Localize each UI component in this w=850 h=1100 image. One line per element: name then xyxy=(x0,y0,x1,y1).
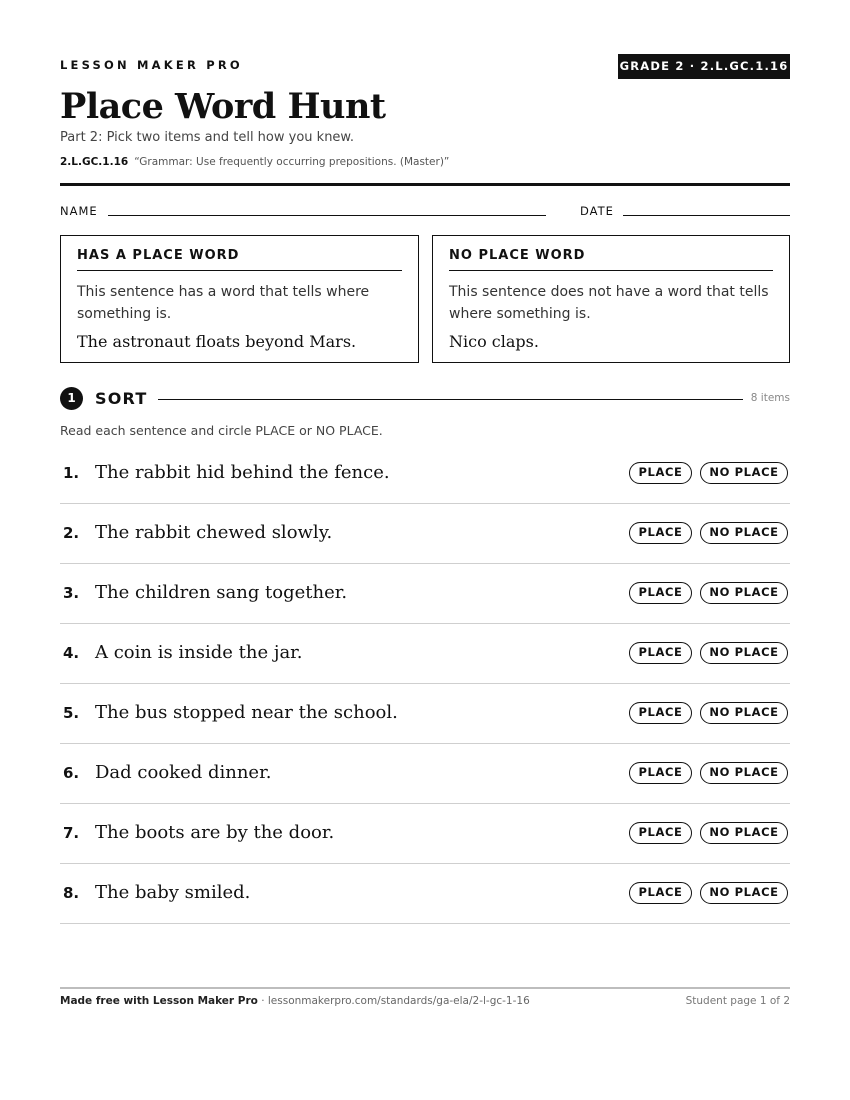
item-number: 8. xyxy=(63,884,80,902)
list-item xyxy=(60,684,790,744)
place-option[interactable]: PLACE xyxy=(629,762,692,784)
date-label: DATE xyxy=(580,204,614,218)
no-place-option[interactable]: NO PLACE xyxy=(700,822,788,844)
no-place-option[interactable]: NO PLACE xyxy=(700,462,788,484)
no-place-option[interactable]: NO PLACE xyxy=(700,522,788,544)
page-subtitle: Part 2: Pick two items and tell how you knew. xyxy=(60,130,354,145)
worksheet-page xyxy=(60,0,790,1100)
place-option[interactable]: PLACE xyxy=(629,822,692,844)
definition-example: Nico claps. xyxy=(449,332,539,351)
list-item xyxy=(60,504,790,564)
definition-heading: HAS A PLACE WORD xyxy=(77,248,402,271)
item-number: 5. xyxy=(63,704,80,722)
no-place-option[interactable]: NO PLACE xyxy=(700,642,788,664)
item-sentence: The children sang together. xyxy=(95,582,348,603)
standard-text: “Grammar: Use frequently occurring prepositions. (Master)” xyxy=(134,156,450,168)
place-option[interactable]: PLACE xyxy=(629,642,692,664)
place-option[interactable]: PLACE xyxy=(629,582,692,604)
item-sentence: A coin is inside the jar. xyxy=(95,642,303,663)
list-item xyxy=(60,804,790,864)
definition-box-no-place xyxy=(432,235,790,363)
name-field[interactable] xyxy=(108,215,546,216)
page-indicator: Student page 1 of 2 xyxy=(685,995,790,1007)
item-number: 7. xyxy=(63,824,80,842)
brand-name: LESSON MAKER PRO xyxy=(60,58,243,72)
place-option[interactable]: PLACE xyxy=(629,702,692,724)
section-instructions: Read each sentence and circle PLACE or NO PLACE. xyxy=(60,423,383,438)
item-sentence: The rabbit chewed slowly. xyxy=(95,522,333,543)
item-sentence: The boots are by the door. xyxy=(95,822,335,843)
definition-description: This sentence does not have a word that tells where something is. xyxy=(449,284,769,322)
sentence-list xyxy=(60,444,790,924)
item-number: 1. xyxy=(63,464,80,482)
footer-divider xyxy=(60,987,790,989)
list-item xyxy=(60,624,790,684)
place-option[interactable]: PLACE xyxy=(629,522,692,544)
header-divider xyxy=(60,183,790,186)
place-option[interactable]: PLACE xyxy=(629,882,692,904)
no-place-option[interactable]: NO PLACE xyxy=(700,582,788,604)
page-title: Place Word Hunt xyxy=(60,86,386,127)
item-number: 3. xyxy=(63,584,80,602)
section-title: SORT xyxy=(95,389,148,408)
no-place-option[interactable]: NO PLACE xyxy=(700,882,788,904)
item-count: 8 items xyxy=(750,392,790,404)
footer-credit xyxy=(60,995,530,1007)
item-sentence: The bus stopped near the school. xyxy=(95,702,398,723)
grade-badge: GRADE 2 · 2.L.GC.1.16 xyxy=(618,54,790,79)
standard-code: 2.L.GC.1.16 xyxy=(60,156,129,168)
item-number: 4. xyxy=(63,644,80,662)
place-option[interactable]: PLACE xyxy=(629,462,692,484)
date-field[interactable] xyxy=(623,215,790,216)
definition-description: This sentence has a word that tells where something is. xyxy=(77,284,370,322)
definition-example: The astronaut floats beyond Mars. xyxy=(77,332,357,351)
list-item xyxy=(60,864,790,924)
no-place-option[interactable]: NO PLACE xyxy=(700,702,788,724)
no-place-option[interactable]: NO PLACE xyxy=(700,762,788,784)
item-sentence: The baby smiled. xyxy=(95,882,251,903)
list-item xyxy=(60,744,790,804)
definition-box-place xyxy=(60,235,419,363)
item-sentence: The rabbit hid behind the fence. xyxy=(95,462,390,483)
section-number-badge: 1 xyxy=(60,387,83,410)
name-label: NAME xyxy=(60,204,98,218)
list-item xyxy=(60,564,790,624)
footer-url: · lessonmakerpro.com/standards/ga-ela/2-l-gc-1-16 xyxy=(257,995,530,1007)
section-rule xyxy=(158,399,743,400)
item-sentence: Dad cooked dinner. xyxy=(95,762,272,783)
item-number: 2. xyxy=(63,524,80,542)
list-item xyxy=(60,444,790,504)
standard-line xyxy=(60,156,449,168)
footer-brand: Made free with Lesson Maker Pro xyxy=(60,995,258,1007)
item-number: 6. xyxy=(63,764,80,782)
definition-heading: NO PLACE WORD xyxy=(449,248,773,271)
